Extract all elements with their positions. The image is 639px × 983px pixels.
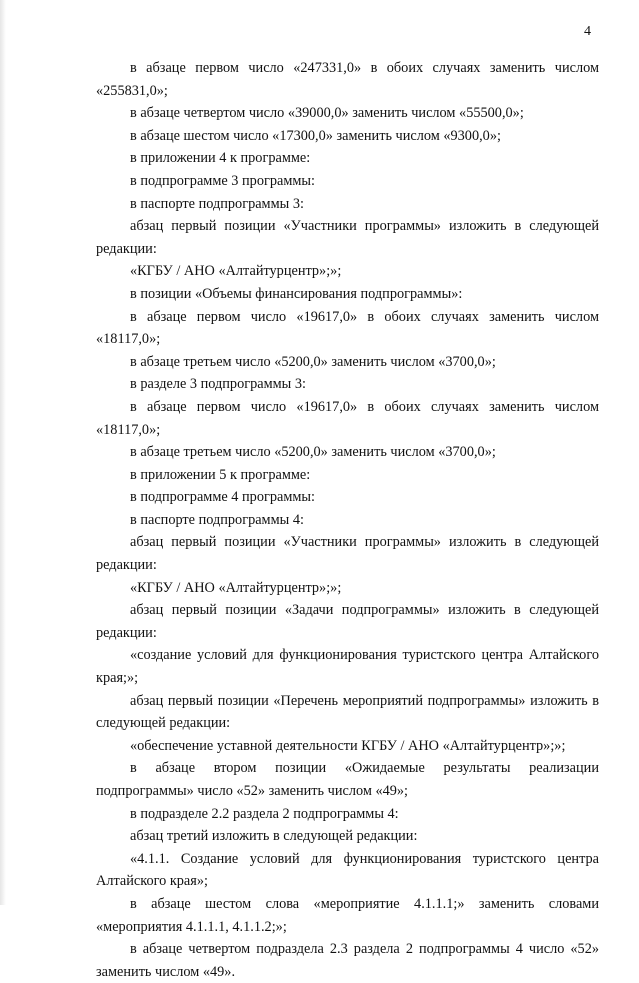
paragraph: в абзаце первом число «19617,0» в обоих случаях заменить числом «18117,0»;	[96, 308, 599, 348]
paragraph: в разделе 3 подпрограммы 3:	[130, 376, 306, 393]
paragraph: в абзаце четвертом подраздела 2.3 раздела 2 подпрограммы 4 число «52» заменить числом «49».	[96, 941, 599, 980]
paragraph: в позиции «Объемы финансирования подпрограммы»:	[130, 285, 463, 302]
paragraph: абзац первый позиции «Участники программы» изложить в следующей редакции:	[96, 534, 599, 574]
paragraph: в подпрограмме 4 программы:	[130, 489, 316, 506]
paragraph: «КГБУ / АНО «Алтайтурцентр»;»;	[130, 579, 342, 596]
scan-edge-shadow	[0, 0, 6, 905]
paragraph: в приложении 5 к программе:	[130, 466, 311, 483]
paragraph: в абзаце четвертом число «39000,0» заменить числом «55500,0»;	[130, 105, 524, 122]
paragraph: «обеспечение уставной деятельности КГБУ / АНО «Алтайтурцентр»;»;	[130, 737, 566, 754]
paragraph: в подпрограмме 3 программы:	[130, 172, 316, 189]
document-body	[96, 57, 599, 983]
paragraph: в абзаце первом число «19617,0» в обоих случаях заменить числом «18117,0»;	[96, 398, 599, 438]
paragraph: в абзаце втором позиции «Ожидаемые результаты реализации подпрограммы» число «52» заменить числом «49»;	[96, 760, 599, 799]
paragraph: в паспорте подпрограммы 4:	[130, 511, 304, 528]
paragraph: в абзаце третьем число «5200,0» заменить числом «3700,0»;	[130, 444, 496, 461]
paragraph: абзац третий изложить в следующей редакции:	[130, 828, 418, 845]
paragraph: в подразделе 2.2 раздела 2 подпрограммы 4:	[130, 805, 399, 822]
paragraph: в приложении 4 к программе:	[130, 150, 311, 167]
paragraph: в абзаце шестом число «17300,0» заменить числом «9300,0»;	[130, 127, 501, 144]
paragraph: «КГБУ / АНО «Алтайтурцентр»;»;	[130, 263, 342, 280]
paragraph: в абзаце шестом слова «мероприятие 4.1.1.1;» заменить словами «мероприятия 4.1.1.1, 4.1.1.2;»;	[96, 895, 599, 935]
paragraph: абзац первый позиции «Задачи подпрограммы» изложить в следующей редакции:	[96, 602, 599, 641]
paragraph: в паспорте подпрограммы 3:	[130, 195, 304, 212]
paragraph: в абзаце первом число «247331,0» в обоих случаях заменить числом «255831,0»;	[96, 60, 599, 99]
page-number: 4	[584, 24, 591, 39]
paragraph: «создание условий для функционирования туристского центра Алтайского края;»;	[96, 647, 599, 687]
paragraph: «4.1.1. Создание условий для функционирования туристского центра Алтайского края»;	[96, 850, 599, 890]
paragraph: абзац первый позиции «Перечень мероприятий подпрограммы» изложить в следующей редакции:	[96, 692, 599, 732]
paragraph: абзац первый позиции «Участники программы» изложить в следующей редакции:	[96, 218, 599, 257]
paragraph: в абзаце третьем число «5200,0» заменить числом «3700,0»;	[130, 353, 496, 370]
